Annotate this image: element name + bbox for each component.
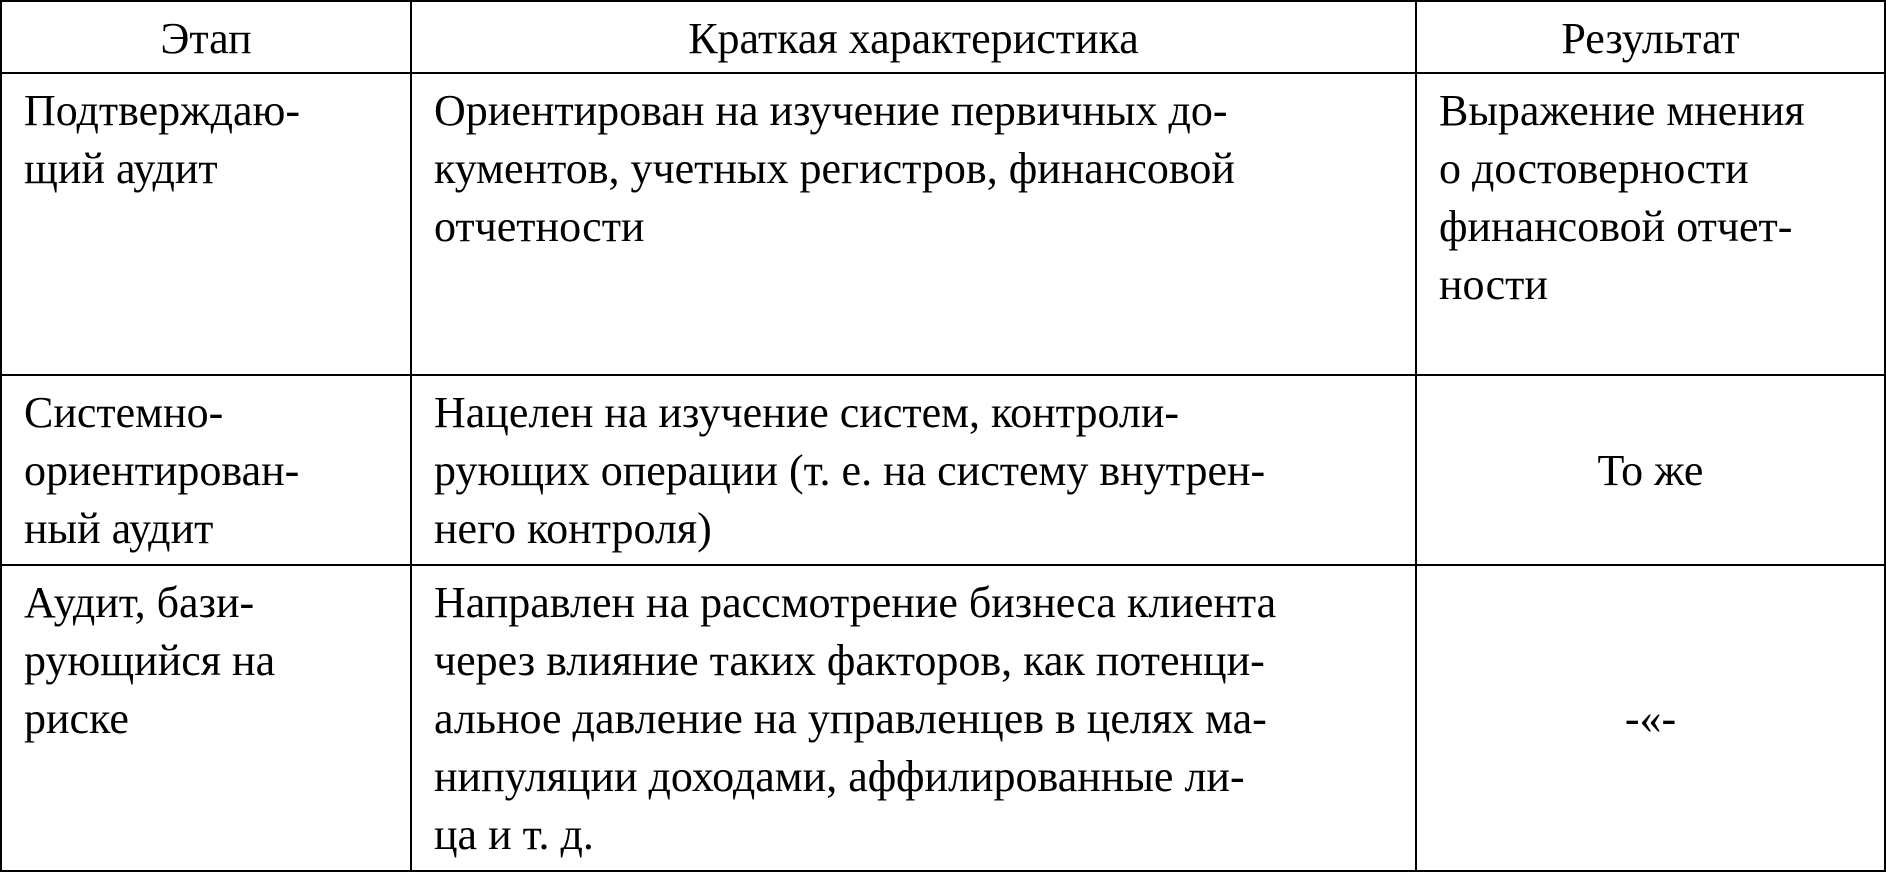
description-text-line: Направлен на рассмотрение бизнеса клиента (434, 578, 1277, 627)
stage-text-line: щий аудит (24, 144, 218, 193)
table-body (1, 73, 1885, 871)
result-text-line: ности (1439, 260, 1548, 309)
result-cell (1416, 565, 1885, 871)
result-text-line: -«- (1624, 694, 1677, 743)
result-cell (1416, 73, 1885, 375)
description-text-line: через влияние таких факторов, как потенци- (434, 636, 1265, 685)
description-text-line: отчетности (434, 202, 645, 251)
header-stage: Этап (1, 1, 411, 73)
description-text-line: нипуляции доходами, аффилированные ли- (434, 752, 1245, 801)
header-row (1, 1, 1885, 73)
description-text-line: ца и т. д. (434, 810, 594, 859)
result-text-line: о достоверности (1439, 144, 1749, 193)
stage-text-line: риске (24, 694, 129, 743)
stage-text-line: Подтверждаю- (24, 86, 301, 135)
table-row (1, 375, 1885, 565)
stage-cell (1, 565, 411, 871)
description-text-line: Ориентирован на изучение первичных до- (434, 86, 1228, 135)
table-row (1, 73, 1885, 375)
header-description: Краткая характеристика (411, 1, 1416, 73)
table-row (1, 565, 1885, 871)
description-text-line: рующих операции (т. е. на систему внутрен- (434, 446, 1266, 495)
result-text-line: Выражение мнения (1439, 86, 1805, 135)
result-text-line: финансовой отчет- (1439, 202, 1793, 251)
stage-text-line: рующийся на (24, 636, 276, 685)
description-text-line: кументов, учетных регистров, финансовой (434, 144, 1235, 193)
stage-text-line: Системно- (24, 388, 224, 437)
description-cell (411, 73, 1416, 375)
stage-text-line: Аудит, бази- (24, 578, 255, 627)
result-text-line: То же (1597, 446, 1704, 495)
stage-text-line: ный аудит (24, 504, 214, 553)
description-cell (411, 565, 1416, 871)
result-cell (1416, 375, 1885, 565)
description-text-line: него контроля) (434, 504, 712, 553)
stage-cell (1, 375, 411, 565)
description-text-line: альное давление на управленцев в целях ма- (434, 694, 1267, 743)
description-cell (411, 375, 1416, 565)
table-header (1, 1, 1885, 73)
header-result: Результат (1416, 1, 1885, 73)
stage-cell (1, 73, 411, 375)
description-text-line: Нацелен на изучение систем, контроли- (434, 388, 1180, 437)
stage-text-line: ориентирован- (24, 446, 300, 495)
